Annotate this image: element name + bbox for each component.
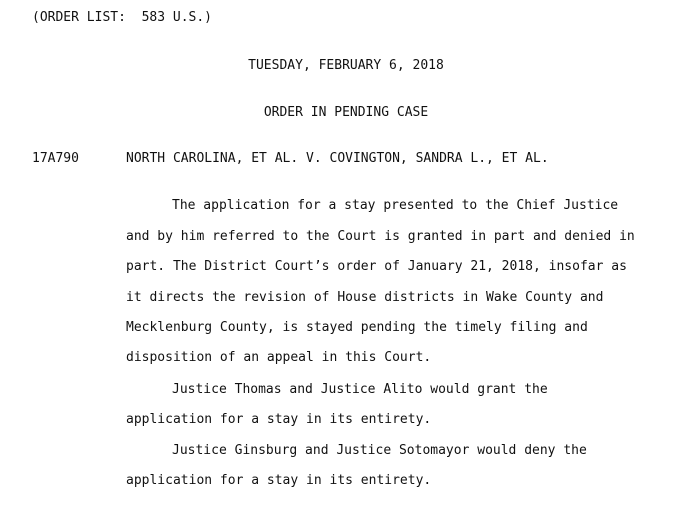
paragraph-line: Justice Ginsburg and Justice Sotomayor would deny the — [172, 443, 587, 458]
paragraph-line: and by him referred to the Court is granted in part and denied in — [126, 229, 635, 244]
order-date: TUESDAY, FEBRUARY 6, 2018 — [248, 58, 444, 73]
paragraph-line: Justice Thomas and Justice Alito would grant the — [172, 382, 548, 397]
paragraph-line: The application for a stay presented to the Chief Justice — [172, 198, 619, 213]
paragraph-line: it directs the revision of House districts in Wake County and — [126, 290, 604, 305]
section-title: ORDER IN PENDING CASE — [263, 105, 429, 120]
paragraph-line: Mecklenburg County, is stayed pending the timely filing and — [126, 320, 588, 335]
paragraph-line: part. The District Court’s order of January 21, 2018, insofar as — [126, 259, 627, 274]
case-caption: NORTH CAROLINA, ET AL. V. COVINGTON, SANDRA L., ET AL. — [126, 151, 549, 166]
paragraph-line: disposition of an appeal in this Court. — [126, 350, 432, 365]
order-list-header: (ORDER LIST: 583 U.S.) — [32, 10, 213, 25]
case-number: 17A790 — [32, 151, 79, 166]
paragraph-line: application for a stay in its entirety. — [126, 473, 432, 488]
paragraph-line: application for a stay in its entirety. — [126, 412, 432, 427]
